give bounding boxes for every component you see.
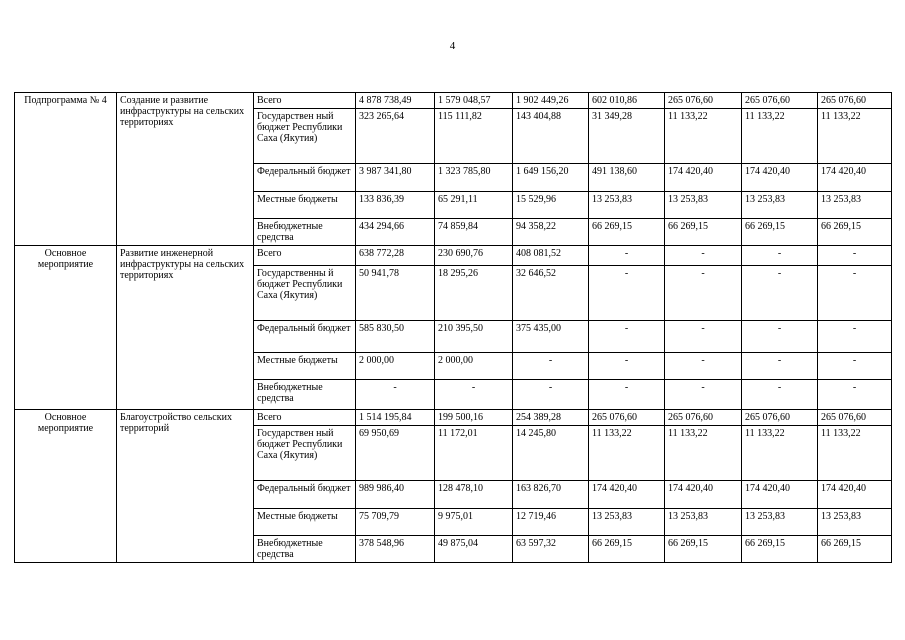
value-cell: 75 709,79 xyxy=(356,509,435,536)
value-cell: - xyxy=(818,380,892,410)
table-row xyxy=(15,410,892,426)
value-cell: 66 269,15 xyxy=(665,536,742,563)
value-cell: 2 000,00 xyxy=(435,353,513,380)
value-cell: 31 349,28 xyxy=(589,109,665,164)
value-cell: 13 253,83 xyxy=(742,192,818,219)
value-cell: - xyxy=(665,246,742,266)
value-cell: 265 076,60 xyxy=(818,410,892,426)
value-cell: 63 597,32 xyxy=(513,536,589,563)
funding-source-cell: Государствен ный бюджет Республики Саха (Якутия) xyxy=(254,426,356,481)
budget-table xyxy=(14,92,892,563)
value-cell: 66 269,15 xyxy=(742,536,818,563)
value-cell: 133 836,39 xyxy=(356,192,435,219)
value-cell: 13 253,83 xyxy=(818,192,892,219)
value-cell: 13 253,83 xyxy=(742,509,818,536)
value-cell: 265 076,60 xyxy=(742,93,818,109)
value-cell: - xyxy=(742,353,818,380)
value-cell: 4 878 738,49 xyxy=(356,93,435,109)
program-cell: Основное мероприятие xyxy=(15,410,117,563)
value-cell: 11 133,22 xyxy=(589,426,665,481)
value-cell: 11 133,22 xyxy=(742,109,818,164)
value-cell: 13 253,83 xyxy=(665,509,742,536)
value-cell: 163 826,70 xyxy=(513,481,589,509)
value-cell: 254 389,28 xyxy=(513,410,589,426)
value-cell: 94 358,22 xyxy=(513,219,589,246)
value-cell: 65 291,11 xyxy=(435,192,513,219)
funding-source-cell: Внебюджетные средства xyxy=(254,536,356,563)
value-cell: - xyxy=(665,380,742,410)
value-cell: 265 076,60 xyxy=(665,410,742,426)
value-cell: - xyxy=(742,380,818,410)
value-cell: 50 941,78 xyxy=(356,266,435,321)
value-cell: 143 404,88 xyxy=(513,109,589,164)
value-cell: 32 646,52 xyxy=(513,266,589,321)
value-cell: 174 420,40 xyxy=(742,164,818,192)
funding-source-cell: Федеральный бюджет xyxy=(254,164,356,192)
value-cell: - xyxy=(742,246,818,266)
value-cell: 323 265,64 xyxy=(356,109,435,164)
value-cell: 66 269,15 xyxy=(742,219,818,246)
value-cell: 230 690,76 xyxy=(435,246,513,266)
funding-source-cell: Местные бюджеты xyxy=(254,509,356,536)
value-cell: 11 133,22 xyxy=(665,109,742,164)
value-cell: - xyxy=(742,266,818,321)
value-cell: 265 076,60 xyxy=(665,93,742,109)
value-cell: 11 133,22 xyxy=(742,426,818,481)
value-cell: 602 010,86 xyxy=(589,93,665,109)
funding-source-cell: Местные бюджеты xyxy=(254,353,356,380)
value-cell: 66 269,15 xyxy=(589,536,665,563)
value-cell: - xyxy=(356,380,435,410)
value-cell: 9 975,01 xyxy=(435,509,513,536)
program-cell: Основное мероприятие xyxy=(15,246,117,410)
value-cell: 491 138,60 xyxy=(589,164,665,192)
page-number: 4 xyxy=(449,40,456,52)
value-cell: 13 253,83 xyxy=(589,192,665,219)
value-cell: - xyxy=(818,321,892,353)
value-cell: 13 253,83 xyxy=(665,192,742,219)
funding-source-cell: Федеральный бюджет xyxy=(254,321,356,353)
value-cell: 115 111,82 xyxy=(435,109,513,164)
value-cell: 49 875,04 xyxy=(435,536,513,563)
value-cell: 1 514 195,84 xyxy=(356,410,435,426)
value-cell: 13 253,83 xyxy=(818,509,892,536)
funding-source-cell: Государствен ный бюджет Республики Саха (Якутия) xyxy=(254,109,356,164)
value-cell: 11 172,01 xyxy=(435,426,513,481)
table-row xyxy=(15,93,892,109)
value-cell: 174 420,40 xyxy=(665,164,742,192)
value-cell: 1 902 449,26 xyxy=(513,93,589,109)
value-cell: - xyxy=(818,353,892,380)
value-cell: - xyxy=(665,266,742,321)
value-cell: 11 133,22 xyxy=(665,426,742,481)
value-cell: - xyxy=(435,380,513,410)
funding-source-cell: Всего xyxy=(254,93,356,109)
value-cell: 11 133,22 xyxy=(818,109,892,164)
value-cell: 638 772,28 xyxy=(356,246,435,266)
value-cell: 12 719,46 xyxy=(513,509,589,536)
value-cell: 1 649 156,20 xyxy=(513,164,589,192)
value-cell: 174 420,40 xyxy=(742,481,818,509)
value-cell: 2 000,00 xyxy=(356,353,435,380)
value-cell: - xyxy=(589,380,665,410)
value-cell: 408 081,52 xyxy=(513,246,589,266)
value-cell: 174 420,40 xyxy=(589,481,665,509)
value-cell: 174 420,40 xyxy=(665,481,742,509)
value-cell: 199 500,16 xyxy=(435,410,513,426)
funding-source-cell: Местные бюджеты xyxy=(254,192,356,219)
funding-source-cell: Внебюджетные средства xyxy=(254,219,356,246)
funding-source-cell: Всего xyxy=(254,410,356,426)
value-cell: 210 395,50 xyxy=(435,321,513,353)
value-cell: - xyxy=(589,246,665,266)
value-cell: 69 950,69 xyxy=(356,426,435,481)
value-cell: 265 076,60 xyxy=(589,410,665,426)
measure-name-cell: Благоустройство сельских территорий xyxy=(117,410,254,563)
program-cell: Подпрограмма № 4 xyxy=(15,93,117,246)
value-cell: 15 529,96 xyxy=(513,192,589,219)
value-cell: 265 076,60 xyxy=(818,93,892,109)
measure-name-cell: Создание и развитие инфраструктуры на сельских территориях xyxy=(117,93,254,246)
value-cell: - xyxy=(742,321,818,353)
value-cell: 3 987 341,80 xyxy=(356,164,435,192)
value-cell: 14 245,80 xyxy=(513,426,589,481)
value-cell: 66 269,15 xyxy=(589,219,665,246)
value-cell: 11 133,22 xyxy=(818,426,892,481)
value-cell: 174 420,40 xyxy=(818,481,892,509)
value-cell: 265 076,60 xyxy=(742,410,818,426)
value-cell: - xyxy=(665,353,742,380)
funding-source-cell: Всего xyxy=(254,246,356,266)
value-cell: 989 986,40 xyxy=(356,481,435,509)
value-cell: 585 830,50 xyxy=(356,321,435,353)
value-cell: 66 269,15 xyxy=(665,219,742,246)
measure-name-cell: Развитие инженерной инфраструктуры на сельских территориях xyxy=(117,246,254,410)
value-cell: 378 548,96 xyxy=(356,536,435,563)
value-cell: 13 253,83 xyxy=(589,509,665,536)
value-cell: 434 294,66 xyxy=(356,219,435,246)
value-cell: 128 478,10 xyxy=(435,481,513,509)
value-cell: 66 269,15 xyxy=(818,536,892,563)
value-cell: - xyxy=(818,246,892,266)
value-cell: - xyxy=(818,266,892,321)
value-cell: - xyxy=(665,321,742,353)
value-cell: 18 295,26 xyxy=(435,266,513,321)
value-cell: 1 323 785,80 xyxy=(435,164,513,192)
table-row xyxy=(15,246,892,266)
value-cell: - xyxy=(513,353,589,380)
value-cell: 74 859,84 xyxy=(435,219,513,246)
value-cell: - xyxy=(589,321,665,353)
value-cell: 66 269,15 xyxy=(818,219,892,246)
value-cell: - xyxy=(589,353,665,380)
value-cell: 1 579 048,57 xyxy=(435,93,513,109)
value-cell: - xyxy=(513,380,589,410)
funding-source-cell: Государственны й бюджет Республики Саха (Якутия) xyxy=(254,266,356,321)
value-cell: 174 420,40 xyxy=(818,164,892,192)
funding-source-cell: Федеральный бюджет xyxy=(254,481,356,509)
value-cell: - xyxy=(589,266,665,321)
value-cell: 375 435,00 xyxy=(513,321,589,353)
funding-source-cell: Внебюджетные средства xyxy=(254,380,356,410)
